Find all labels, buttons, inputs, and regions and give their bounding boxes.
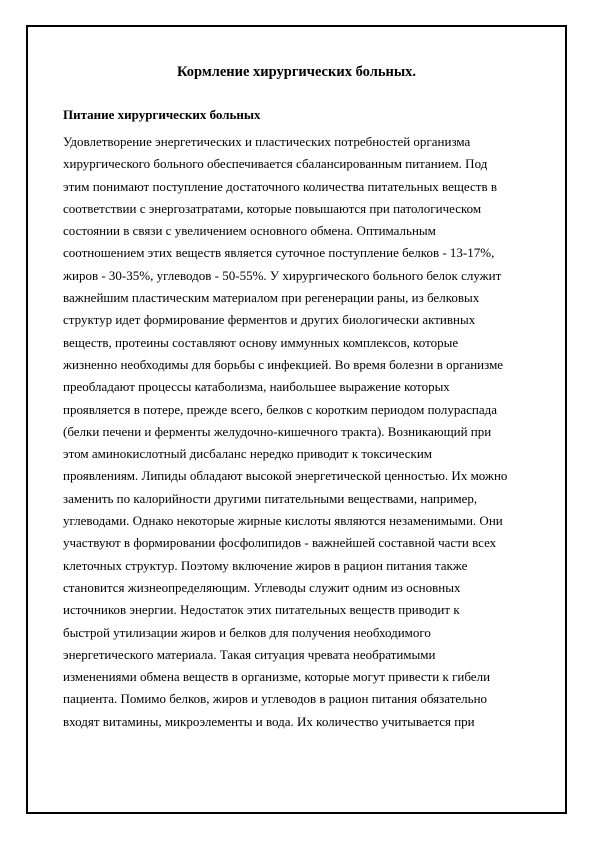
text-line: проявлениям. Липиды обладают высокой энергетической ценностью. Их можно <box>63 468 508 484</box>
text-line: состоянии в связи с увеличением основного обмена. Оптимальным <box>63 223 436 239</box>
text-line: Удовлетворение энергетических и пластических потребностей организма <box>63 134 471 149</box>
text-line: хирургического больного обеспечивается сбалансированным питанием. Под <box>63 156 488 172</box>
text-line: этим понимают поступление достаточного количества питательных веществ в <box>63 178 497 194</box>
text-line: соответствии с энергозатратами, которые повышаются при патологическом <box>63 200 482 216</box>
text-line: заменить по калорийности другими питательными веществами, например, <box>63 490 478 506</box>
text-line: пациента. Помимо белков, жиров и углеводов в рацион питания обязательно <box>63 691 488 707</box>
text-line: быстрой утилизации жиров и белков для получения необходимого <box>63 624 431 640</box>
text-line: становится жизнеопределяющим. Углеводы служит одним из основных <box>63 579 461 595</box>
text-line: входят витамины, микроэлементы и вода. Их количество учитывается при <box>63 713 475 729</box>
body-text <box>63 131 563 733</box>
text-line: углеводами. Однако некоторые жирные кислоты являются незаменимыми. Они <box>63 513 503 529</box>
text-line: изменениями обмена веществ в организме, которые могут привести к гибели <box>63 669 491 685</box>
page-border <box>26 25 567 814</box>
section-heading: Питание хирургических больных <box>63 107 261 122</box>
text-line: проявляется в потере, прежде всего, белков с коротким периодом полураспада <box>63 401 497 417</box>
text-line: преобладают процессы катаболизма, наибольшее выражение которых <box>63 379 450 395</box>
text-line: энергетического материала. Такая ситуация чревата необратимыми <box>63 646 436 662</box>
document-title: Кормление хирургических больных. <box>176 64 417 80</box>
text-line: соотношением этих веществ является суточное поступление белков - 13-17%, <box>63 245 495 261</box>
text-line: структур идет формирование ферментов и других биологически активных <box>63 312 476 328</box>
text-line: источников энергии. Недостаток этих питательных веществ приводит к <box>63 602 460 618</box>
text-line: этом аминокислотный дисбаланс нередко приводит к токсическим <box>63 446 433 462</box>
text-line: важнейшим пластическим материалом при регенерации раны, из белковых <box>63 290 480 306</box>
text-line: жизненно необходимы для борьбы с инфекцией. Во время болезни в организме <box>63 356 504 372</box>
text-line: участвуют в формировании фосфолипидов - важнейшей составной части всех <box>63 535 497 551</box>
text-line: жиров - 30-35%, углеводов - 50-55%. У хирургического больного белок служит <box>63 267 502 283</box>
text-line: (белки печени и ферменты желудочно-кишечного тракта). Возникающий при <box>63 423 492 439</box>
text-line: веществ, протеины составляют основу иммунных комплексов, которые <box>63 334 459 350</box>
text-line: клеточных структур. Поэтому включение жиров в рацион питания также <box>63 557 468 573</box>
